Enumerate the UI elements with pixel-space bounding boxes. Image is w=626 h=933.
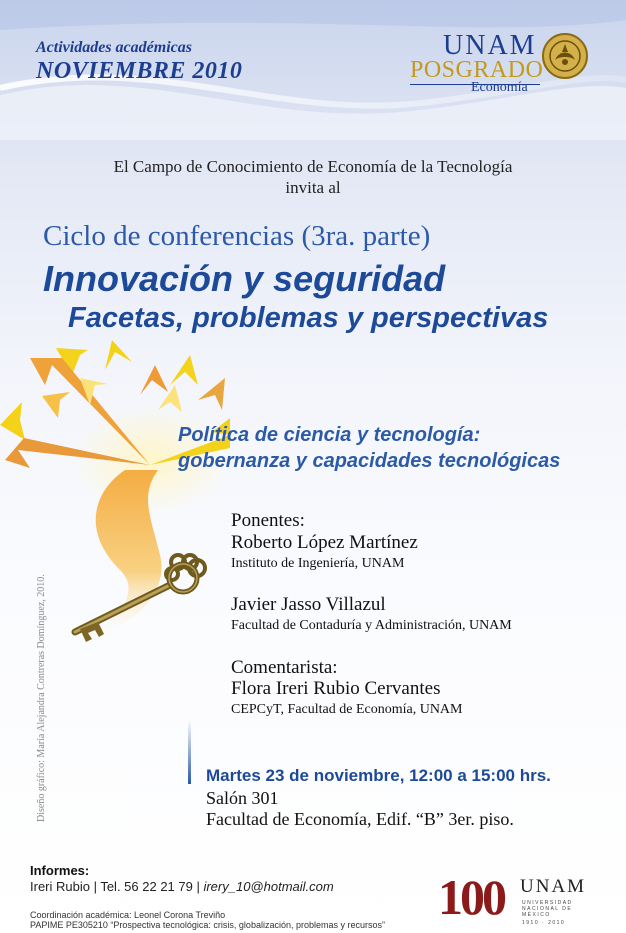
speaker-name: Javier Jasso Villazul bbox=[231, 594, 386, 615]
unam-centenary-logo bbox=[438, 868, 598, 928]
unam-posgrado-logo bbox=[405, 30, 595, 100]
commentator-affiliation: CEPCyT, Facultad de Economía, UNAM bbox=[231, 702, 463, 717]
main-subtitle: Facetas, problemas y perspectivas bbox=[68, 302, 549, 334]
main-title: Innovación y seguridad bbox=[43, 258, 446, 299]
session-title-line-1: Política de ciencia y tecnología: bbox=[178, 424, 481, 446]
info-contact-text: Ireri Rubio | Tel. 56 22 21 79 | bbox=[30, 879, 204, 894]
intro-line-2: invita al bbox=[285, 178, 341, 197]
header-subtitle: Actividades académicas bbox=[36, 39, 192, 56]
logo-posgrado-text: POSGRADO bbox=[410, 57, 544, 83]
info-label: Informes: bbox=[30, 863, 90, 878]
key-and-arrows-illustration bbox=[0, 340, 230, 670]
event-room: Salón 301 bbox=[206, 788, 279, 808]
logo-economia-text: Economía bbox=[471, 80, 528, 95]
centenary-number: 100 bbox=[438, 869, 504, 925]
speaker-name: Roberto López Martínez bbox=[231, 532, 418, 553]
info-contact bbox=[30, 879, 334, 894]
design-credit: Diseño gráfico: María Alejandra Contreras Domínguez, 2010. bbox=[36, 574, 47, 822]
coordination-line-2: PAPIME PE305210 “Prospectiva tecnológica: crisis, globalización, problemas y recursos” bbox=[30, 920, 385, 930]
header-month: NOVIEMBRE 2010 bbox=[36, 58, 243, 84]
commentator-label: Comentarista: bbox=[231, 657, 338, 678]
speaker-affiliation: Instituto de Ingeniería, UNAM bbox=[231, 556, 405, 571]
unam-seal-icon bbox=[541, 32, 589, 80]
coordination-line-1: Coordinación académica: Leonel Corona Treviño bbox=[30, 910, 226, 920]
speaker-affiliation: Facultad de Contaduría y Administración, UNAM bbox=[231, 618, 512, 633]
intro-line-1: El Campo de Conocimiento de Economía de la Tecnología bbox=[113, 157, 513, 176]
logo-unam-text: UNAM bbox=[443, 30, 537, 61]
event-venue: Facultad de Economía, Edif. “B” 3er. piso. bbox=[206, 809, 514, 829]
event-date: Martes 23 de noviembre, 12:00 a 15:00 hrs. bbox=[206, 766, 551, 785]
cycle-title: Ciclo de conferencias (3ra. parte) bbox=[43, 220, 431, 252]
centenary-subtitle: UNIVERSIDAD NACIONAL DE MÉXICO bbox=[522, 900, 573, 918]
speakers-label: Ponentes: bbox=[231, 510, 305, 531]
commentator-name: Flora Ireri Rubio Cervantes bbox=[231, 678, 441, 699]
info-email[interactable]: irery_10@hotmail.com bbox=[203, 879, 334, 894]
centenary-years: 1910 · 2010 bbox=[522, 920, 566, 926]
accent-bar bbox=[188, 720, 191, 784]
centenary-unam: UNAM bbox=[520, 876, 587, 897]
session-title-line-2: gobernanza y capacidades tecnológicas bbox=[178, 450, 561, 472]
